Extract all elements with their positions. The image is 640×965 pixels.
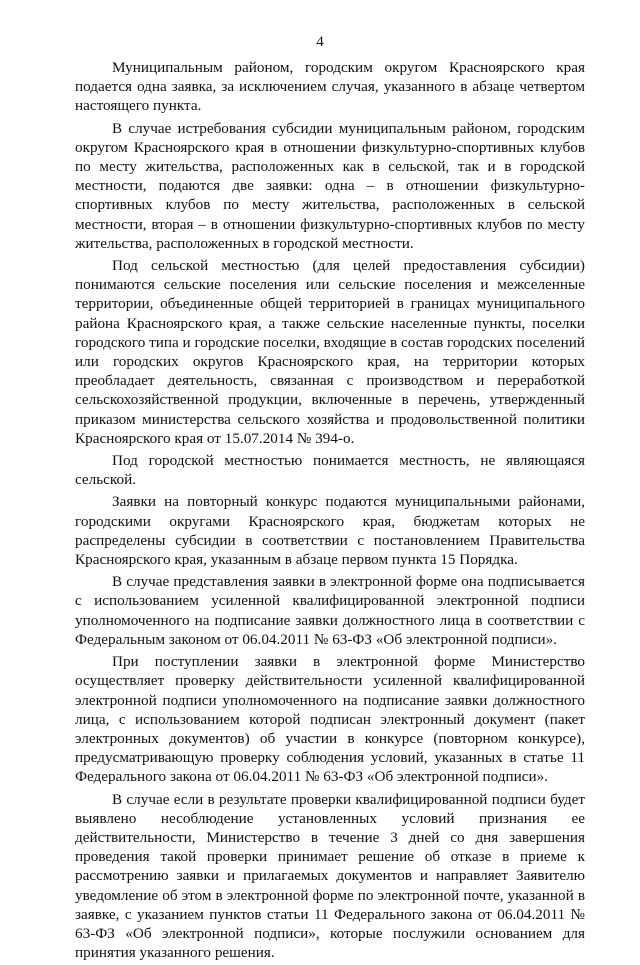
page-number: 4 bbox=[316, 34, 324, 50]
paragraph-two-applications: В случае истребования субсидии муниципальным районом, городским округом Красноярского края в отношении физкультурно-спортивных клубов по месту жительства, расположенных как в сельской, так и в городской местности, подаются две заявки: одна – в отношении физкультурно-спортивных клубов по месту жительства, расположенных в сельской местности, вторая – в отношении физкультурно-спортивных клубов по месту жительства, расположенных в городской местности. bbox=[75, 119, 585, 252]
paragraph-signature-verification: При поступлении заявки в электронной форме Министерство осуществляет проверку действительности усиленной квалифицированной электронной подписи уполномоченного на подписание заявки должностного лица, с использованием которой подписан электронный документ (пакет электронных документов) об участии в конкурсе (повторном конкурсе), предусматривающую проверку соблюдения условий, указанных в статье 11 Федерального закона от 06.04.2011 № 63-ФЗ «Об электронной подписи». bbox=[75, 653, 585, 786]
paragraph-urban-area-definition: Под городской местностью понимается местность, не являющаяся сельской. bbox=[75, 452, 585, 489]
paragraph-district-single-application: Муниципальным районом, городским округом Красноярского края подается одна заявка, за исключением случая, указанного в абзаце четвертом настоящего пункта. bbox=[75, 59, 585, 115]
paragraph-rural-area-definition: Под сельской местностью (для целей предоставления субсидии) понимаются сельские поселения или сельские поселения и межселенные территории, объединенные общей территорией в границах муниципального района Красноярского края, а также сельские населенные пункты, поселки городского типа и городские поселки, входящие в состав городских поселений или городских округов Красноярского края, на территории которых преобладает деятельность, связанная с производством и переработкой сельскохозяйственной продукции, включенные в перечень, утвержденный приказом министерства сельского хозяйства и продовольственной политики Красноярского края от 15.07.2014 № 394-о. bbox=[75, 257, 586, 447]
document-body bbox=[75, 58, 585, 965]
paragraph-verification-failure: В случае если в результате проверки квалифицированной подписи будет выявлено несоблюдение установленных условий признания ее действительности, Министерство в течение 3 дней со дня завершения проведения такой проверки принимает решение об отказе в приеме к рассмотрению заявки и прилагаемых документов и направляет Заявителю уведомление об этом в электронной форме по электронной почте, указанной в заявке, с указанием пунктов статьи 11 Федерального закона от 06.04.2011 № 63-ФЗ «Об электронной подписи», которые послужили основанием для принятия указанного решения. bbox=[75, 790, 585, 962]
paragraph-repeat-competition: Заявки на повторный конкурс подаются муниципальными районами, городскими округами Красноярского края, бюджетам которых не распределены субсидии в соответствии с постановлением Правительства Красноярского края, указанным в абзаце первом пункта 15 Порядка. bbox=[75, 493, 585, 569]
paragraph-electronic-signature: В случае представления заявки в электронной форме она подписывается с использованием усиленной квалифицированной электронной подписи уполномоченного на подписание заявки должностного лица в соответствии с Федеральным законом от 06.04.2011 № 63-ФЗ «Об электронной подписи». bbox=[75, 573, 585, 648]
